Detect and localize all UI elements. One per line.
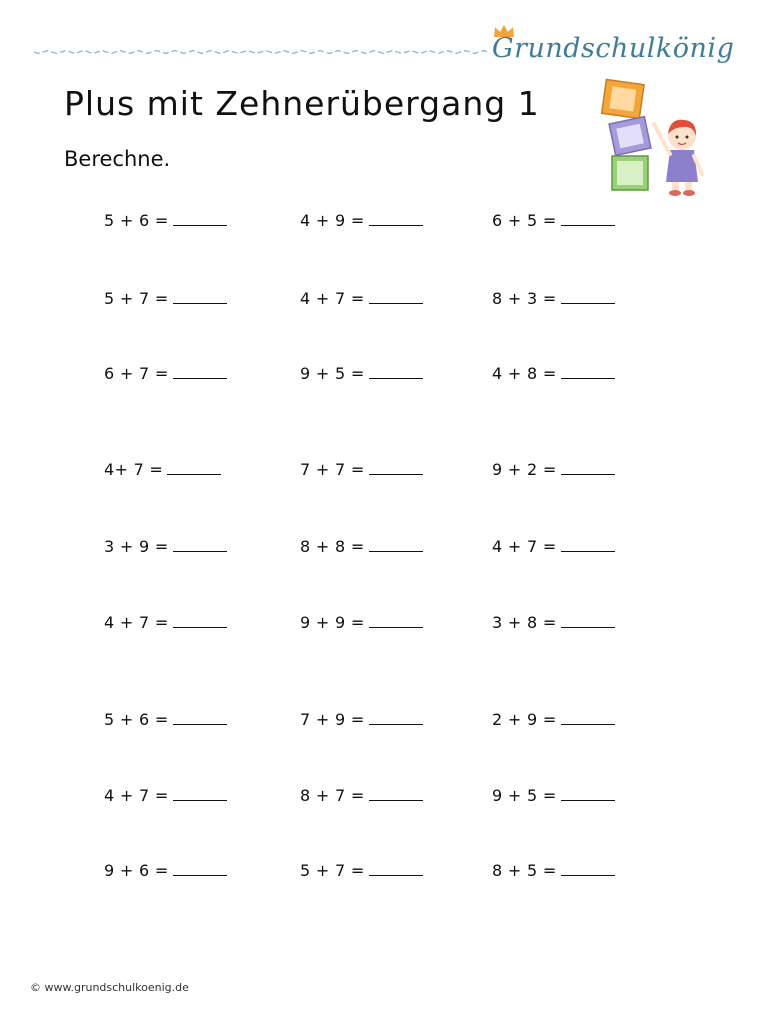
- blocks-child-illustration: [598, 76, 708, 196]
- task-equation: 4 + 7 =: [104, 613, 169, 632]
- task-equation: 9 + 2 =: [492, 460, 557, 479]
- task-item: [104, 211, 227, 230]
- task-item: [492, 861, 615, 880]
- task-item: [300, 537, 423, 556]
- task-item: [492, 537, 615, 556]
- answer-blank[interactable]: [369, 537, 423, 552]
- answer-blank[interactable]: [173, 364, 227, 379]
- task-equation: 6 + 7 =: [104, 364, 169, 383]
- task-equation: 8 + 7 =: [300, 786, 365, 805]
- task-item: [300, 364, 423, 383]
- task-equation: 7 + 9 =: [300, 710, 365, 729]
- answer-blank[interactable]: [561, 289, 615, 304]
- task-equation: 3 + 9 =: [104, 537, 169, 556]
- task-item: [104, 786, 227, 805]
- answer-blank[interactable]: [561, 460, 615, 475]
- answer-blank[interactable]: [369, 289, 423, 304]
- page-title: Plus mit Zehnerübergang 1: [64, 84, 540, 123]
- answer-blank[interactable]: [173, 211, 227, 226]
- task-item: [104, 460, 221, 479]
- answer-blank[interactable]: [369, 211, 423, 226]
- answer-blank[interactable]: [173, 710, 227, 725]
- instruction-text: Berechne.: [64, 147, 171, 171]
- answer-blank[interactable]: [369, 710, 423, 725]
- task-item: [300, 211, 423, 230]
- task-equation: 9 + 6 =: [104, 861, 169, 880]
- task-item: [104, 364, 227, 383]
- task-equation: 9 + 5 =: [492, 786, 557, 805]
- task-item: [492, 613, 615, 632]
- task-equation: 4 + 7 =: [104, 786, 169, 805]
- task-equation: 4 + 8 =: [492, 364, 557, 383]
- answer-blank[interactable]: [561, 364, 615, 379]
- task-equation: 2 + 9 =: [492, 710, 557, 729]
- answer-blank[interactable]: [561, 613, 615, 628]
- answer-blank[interactable]: [561, 710, 615, 725]
- task-item: [492, 786, 615, 805]
- task-item: [300, 710, 423, 729]
- task-item: [492, 289, 615, 308]
- task-equation: 7 + 7 =: [300, 460, 365, 479]
- task-equation: 5 + 6 =: [104, 710, 169, 729]
- answer-blank[interactable]: [173, 289, 227, 304]
- task-equation: 6 + 5 =: [492, 211, 557, 230]
- answer-blank[interactable]: [369, 460, 423, 475]
- answer-blank[interactable]: [561, 211, 615, 226]
- task-equation: 5 + 7 =: [104, 289, 169, 308]
- task-item: [104, 861, 227, 880]
- task-item: [492, 211, 615, 230]
- answer-blank[interactable]: [561, 861, 615, 876]
- brand-logo: Grundschulkönig: [492, 33, 735, 64]
- answer-blank[interactable]: [173, 786, 227, 801]
- task-equation: 9 + 9 =: [300, 613, 365, 632]
- task-item: [492, 710, 615, 729]
- answer-blank[interactable]: [173, 537, 227, 552]
- footer-copyright: © www.grundschulkoenig.de: [30, 981, 189, 994]
- answer-blank[interactable]: [173, 613, 227, 628]
- answer-blank[interactable]: [369, 861, 423, 876]
- answer-blank[interactable]: [561, 786, 615, 801]
- task-item: [300, 460, 423, 479]
- task-item: [300, 786, 423, 805]
- task-item: [492, 460, 615, 479]
- task-item: [104, 289, 227, 308]
- answer-blank[interactable]: [369, 613, 423, 628]
- task-item: [104, 613, 227, 632]
- task-equation: 8 + 3 =: [492, 289, 557, 308]
- answer-blank[interactable]: [369, 364, 423, 379]
- task-item: [300, 613, 423, 632]
- task-equation: 5 + 6 =: [104, 211, 169, 230]
- task-equation: 5 + 7 =: [300, 861, 365, 880]
- task-item: [104, 710, 227, 729]
- answer-blank[interactable]: [561, 537, 615, 552]
- task-item: [104, 537, 227, 556]
- task-equation: 9 + 5 =: [300, 364, 365, 383]
- task-item: [300, 861, 423, 880]
- task-equation: 8 + 5 =: [492, 861, 557, 880]
- answer-blank[interactable]: [167, 460, 221, 475]
- answer-blank[interactable]: [173, 861, 227, 876]
- answer-blank[interactable]: [369, 786, 423, 801]
- task-equation: 4 + 7 =: [300, 289, 365, 308]
- task-item: [492, 364, 615, 383]
- task-equation: 8 + 8 =: [300, 537, 365, 556]
- task-equation: 4+ 7 =: [104, 460, 164, 479]
- task-equation: 3 + 8 =: [492, 613, 557, 632]
- task-equation: 4 + 9 =: [300, 211, 365, 230]
- task-item: [300, 289, 423, 308]
- task-equation: 4 + 7 =: [492, 537, 557, 556]
